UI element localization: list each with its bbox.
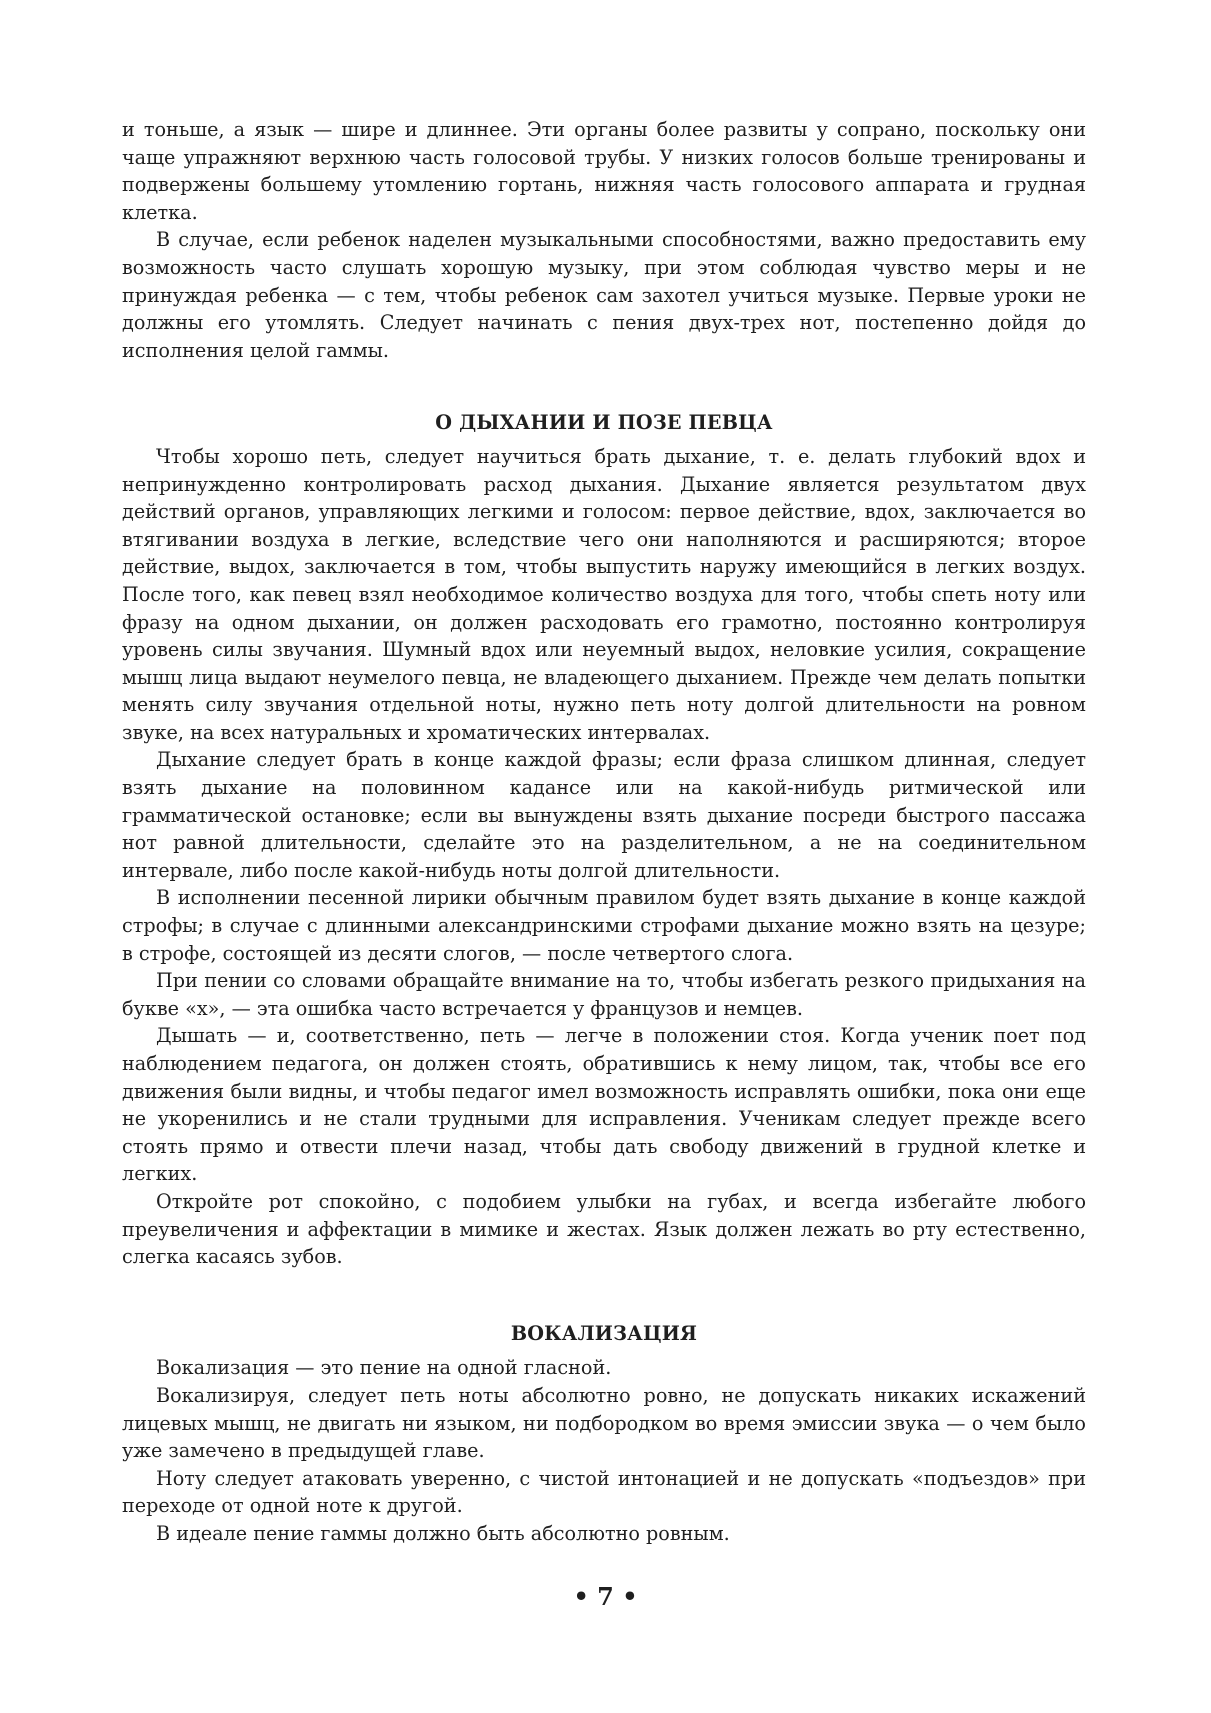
vocalization-paragraph-3: Ноту следует атаковать уверенно, с чистой интонацией и не допускать «подъездов» при переходе от одной ноте к другой. <box>122 1466 1086 1518</box>
breathing-paragraph-5: Дышать — и, соответственно, петь — легче в положении стоя. Когда ученик поет под наблюдением педагога, он должен стоять, обратившись к нему лицом, так, чтобы все его движения были видны, и чтобы педагог имел возможность исправлять ошибки, пока они еще не укоренились и не стали трудными для исправления. Ученикам следует прежде всего стоять прямо и отвести плечи назад, чтобы дать свободу движений в грудной клетке и легких. <box>122 1024 1086 1186</box>
section-heading-breathing: О ДЫХАНИИ И ПОЗЕ ПЕВЦА <box>435 411 773 435</box>
breathing-paragraph-4: При пении со словами обращайте внимание на то, чтобы избегать резкого придыхания на букве «х», — эта ошибка часто встречается у французов и немцев. <box>122 969 1086 1020</box>
breathing-paragraph-3: В исполнении песенной лирики обычным правилом будет взять дыхание в конце каждой строфы; в случае с длинными александринскими строфами дыхание можно взять на цезуре; в строфе, состоящей из десяти слогов, — после четвертого слога. <box>122 886 1086 965</box>
intro-paragraph-1: и тоньше, а язык — шире и длиннее. Эти органы более развиты у сопрано, поскольку они чаще упражняют верхнюю часть голосовой трубы. У низких голосов больше тренированы и подвержены большему утомлению гортань, нижняя часть голосового аппарата и грудная клетка. <box>122 118 1086 224</box>
page-body <box>122 116 1086 1548</box>
vocalization-paragraph-1: Вокализация — это пение на одной гласной. <box>156 1356 612 1380</box>
intro-paragraph-2: В случае, если ребенок наделен музыкальными способностями, важно предоставить ему возможность часто слушать хорошую музыку, при этом соблюдая чувство меры и не принуждая ребенка — с тем, чтобы ребенок сам захотел учиться музыке. Первые уроки не должны его утомлять. Следует начинать с пения двух-трех нот, постепенно дойдя до исполнения целой гаммы. <box>122 228 1086 362</box>
section-heading-vocalization: ВОКАЛИЗАЦИЯ <box>510 1321 698 1345</box>
breathing-paragraph-6: Откройте рот спокойно, с подобием улыбки на губах, и всегда избегайте любого преувеличения и аффектации в мимике и жестах. Язык должен лежать во рту естественно, слегка касаясь зубов. <box>122 1189 1086 1269</box>
breathing-paragraph-1: Чтобы хорошо петь, следует научиться брать дыхание, т. е. делать глубокий вдох и непринужденно контролировать расход дыхания. Дыхание является результатом двух действий органов, управляющих легкими и голосом: первое действие, вдох, заключается во втягивании воздуха в легкие, вследствие чего они наполняются и расширяются; второе действие, выдох, заключается в том, чтобы выпустить наружу имеющийся в легких воздух. После того, как певец взял необходимое количество воздуха для того, чтобы спеть ноту или фразу на одном дыхании, он должен расходовать его грамотно, постоянно контролируя уровень силы звучания. Шумный вдох или неуемный выдох, неловкие усилия, сокращение мышц лица выдают неумелого певца, не владеющего дыханием. Прежде чем делать попытки менять силу звучания отдельной ноты, нужно петь ноту долгой длительности на ровном звуке, на всех натуральных и хроматических интервалах. <box>122 444 1086 744</box>
breathing-paragraph-2: Дыхание следует брать в конце каждой фразы; если фраза слишком длинная, следует взять дыхание на половинном кадансе или на какой-нибудь ритмической или грамматической остановке; если вы вынуждены взять дыхание посреди быстрого пассажа нот равной длительности, сделайте это на разделительном, а не на соединительном интервале, либо после какой-нибудь ноты долгой длительности. <box>122 748 1086 882</box>
vocalization-paragraph-4: В идеале пение гаммы должно быть абсолютно ровным. <box>156 1521 730 1545</box>
page-number: • 7 • <box>573 1582 638 1611</box>
vocalization-paragraph-2: Вокализируя, следует петь ноты абсолютно ровно, не допускать никаких искажений лицевых мышц, не двигать ни языком, ни подбородком во время эмиссии звука — о чем было уже замечено в предыдущей главе. <box>122 1383 1086 1463</box>
